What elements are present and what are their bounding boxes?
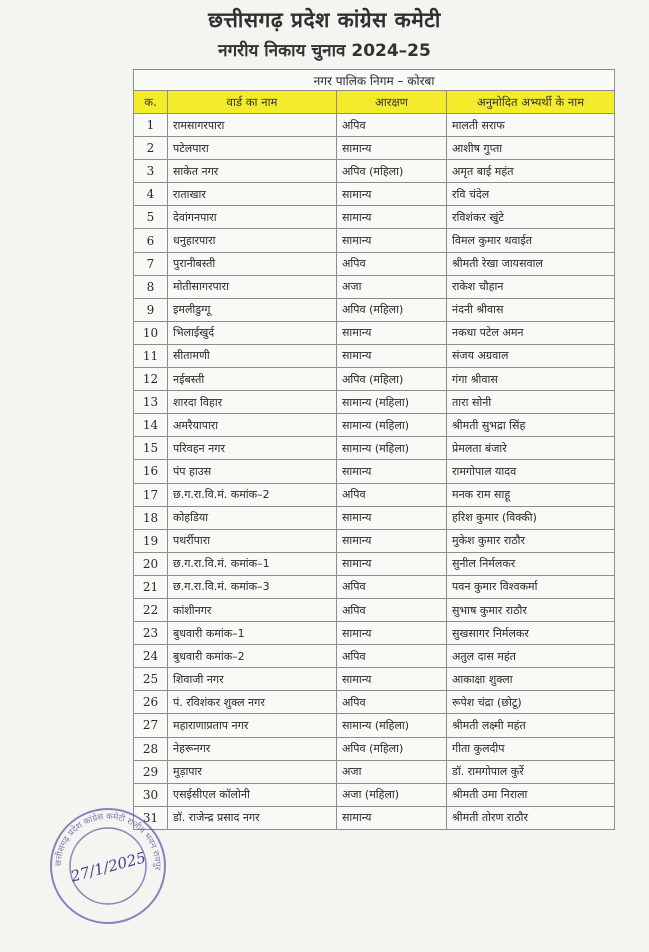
cell-number: 9 — [134, 298, 168, 321]
cell-reservation: अपिव — [337, 691, 447, 714]
cell-ward: मोतीसागरपारा — [168, 275, 337, 298]
cell-candidate: आशीष गुप्ता — [447, 137, 615, 160]
table-row — [134, 206, 615, 229]
table-row — [134, 760, 615, 783]
cell-reservation: सामान्य — [337, 806, 447, 829]
cell-ward: नेहरूनगर — [168, 737, 337, 760]
table-row — [134, 183, 615, 206]
cell-ward: डॉ. राजेन्द्र प्रसाद नगर — [168, 806, 337, 829]
table-row — [134, 368, 615, 391]
cell-ward: नईबस्ती — [168, 368, 337, 391]
cell-candidate: तारा सोनी — [447, 391, 615, 414]
cell-reservation: सामान्य — [337, 460, 447, 483]
cell-candidate: श्रीमती उमा निराला — [447, 783, 615, 806]
table-row — [134, 714, 615, 737]
cell-ward: राताखार — [168, 183, 337, 206]
cell-number: 24 — [134, 645, 168, 668]
cell-ward: शारदा विहार — [168, 391, 337, 414]
cell-ward: छ.ग.रा.वि.मं. कमांक–2 — [168, 483, 337, 506]
cell-candidate: रूपेश चंद्रा (छोटू) — [447, 691, 615, 714]
cell-reservation: अपिव (महिला) — [337, 737, 447, 760]
table-row — [134, 622, 615, 645]
cell-number: 8 — [134, 275, 168, 298]
cell-number: 14 — [134, 414, 168, 437]
table-row — [134, 275, 615, 298]
cell-candidate: अतुल दास महंत — [447, 645, 615, 668]
cell-reservation: सामान्य — [337, 321, 447, 344]
cell-number: 6 — [134, 229, 168, 252]
table-row — [134, 691, 615, 714]
table-row — [134, 460, 615, 483]
table-row — [134, 114, 615, 137]
cell-ward: शिवाजी नगर — [168, 668, 337, 691]
cell-reservation: अजा — [337, 275, 447, 298]
table-row — [134, 506, 615, 529]
cell-reservation: सामान्य (महिला) — [337, 414, 447, 437]
page-subtitle: नगरीय निकाय चुनाव 2024–25 — [218, 41, 431, 61]
cell-number: 13 — [134, 391, 168, 414]
cell-number: 22 — [134, 598, 168, 621]
cell-reservation: सामान्य — [337, 229, 447, 252]
table-row — [134, 645, 615, 668]
col-header-reservation: आरक्षण — [337, 91, 447, 114]
cell-reservation: सामान्य — [337, 668, 447, 691]
cell-candidate: श्रीमती लक्ष्मी महंत — [447, 714, 615, 737]
cell-ward: पथर्रीपारा — [168, 529, 337, 552]
table-row — [134, 437, 615, 460]
cell-ward: पुरानीबस्ती — [168, 252, 337, 275]
cell-number: 19 — [134, 529, 168, 552]
cell-ward: कोहडिया — [168, 506, 337, 529]
cell-candidate: रामगोपाल यादव — [447, 460, 615, 483]
cell-ward: महाराणाप्रताप नगर — [168, 714, 337, 737]
cell-reservation: अपिव — [337, 645, 447, 668]
stamp-date: 27/1/2025 — [68, 848, 148, 886]
cell-ward: परिवहन नगर — [168, 437, 337, 460]
table-row — [134, 575, 615, 598]
cell-reservation: सामान्य — [337, 506, 447, 529]
cell-candidate: गीता कुलदीप — [447, 737, 615, 760]
cell-ward: छ.ग.रा.वि.मं. कमांक–1 — [168, 552, 337, 575]
table-row — [134, 783, 615, 806]
cell-number: 4 — [134, 183, 168, 206]
cell-number: 12 — [134, 368, 168, 391]
cell-number: 21 — [134, 575, 168, 598]
cell-reservation: सामान्य — [337, 622, 447, 645]
stamp-ring-text: छत्तीसगढ़ प्रदेश कांग्रेस कमेटी राजीव भवन रायपुर — [53, 811, 163, 871]
cell-candidate: अमृत बाई महंत — [447, 160, 615, 183]
table-row — [134, 598, 615, 621]
cell-ward: बुधवारी कमांक–2 — [168, 645, 337, 668]
cell-reservation: अपिव — [337, 598, 447, 621]
cell-ward: पटेलपारा — [168, 137, 337, 160]
table-row — [134, 137, 615, 160]
cell-reservation: सामान्य — [337, 137, 447, 160]
cell-ward: धनुहारपारा — [168, 229, 337, 252]
cell-number: 30 — [134, 783, 168, 806]
cell-candidate: मालती सराफ — [447, 114, 615, 137]
cell-number: 23 — [134, 622, 168, 645]
cell-reservation: सामान्य — [337, 183, 447, 206]
cell-number: 16 — [134, 460, 168, 483]
cell-number: 18 — [134, 506, 168, 529]
cell-reservation: सामान्य (महिला) — [337, 714, 447, 737]
cell-number: 20 — [134, 552, 168, 575]
cell-candidate: सुभाष कुमार राठौर — [447, 598, 615, 621]
cell-ward: इमलीडुग्गू — [168, 298, 337, 321]
cell-ward: भिलाईखुर्द — [168, 321, 337, 344]
col-header-number: क. — [134, 91, 168, 114]
cell-ward: मुड़ापार — [168, 760, 337, 783]
cell-candidate: मुकेश कुमार राठौर — [447, 529, 615, 552]
cell-number: 11 — [134, 344, 168, 367]
cell-number: 28 — [134, 737, 168, 760]
cell-number: 5 — [134, 206, 168, 229]
cell-number: 25 — [134, 668, 168, 691]
col-header-ward: वार्ड का नाम — [168, 91, 337, 114]
cell-number: 29 — [134, 760, 168, 783]
cell-number: 3 — [134, 160, 168, 183]
cell-candidate: रविशंकर खुंटे — [447, 206, 615, 229]
cell-candidate: रवि चंदेल — [447, 183, 615, 206]
table-row — [134, 298, 615, 321]
cell-number: 17 — [134, 483, 168, 506]
cell-ward: पं. रविशंकर शुक्ल नगर — [168, 691, 337, 714]
cell-candidate: सुखसागर निर्मलकर — [447, 622, 615, 645]
cell-candidate: राकेश चौहान — [447, 275, 615, 298]
cell-candidate: श्रीमती रेखा जायसवाल — [447, 252, 615, 275]
cell-candidate: हरिश कुमार (विक्की) — [447, 506, 615, 529]
cell-ward: सीतामणी — [168, 344, 337, 367]
cell-candidate: श्रीमती तोरण राठौर — [447, 806, 615, 829]
cell-candidate: मनक राम साहू — [447, 483, 615, 506]
cell-reservation: सामान्य (महिला) — [337, 391, 447, 414]
cell-reservation: अपिव (महिला) — [337, 298, 447, 321]
table-row — [134, 668, 615, 691]
cell-ward: साकेत नगर — [168, 160, 337, 183]
cell-ward: रामसागरपारा — [168, 114, 337, 137]
cell-reservation: सामान्य — [337, 344, 447, 367]
cell-candidate: नंदनी श्रीवास — [447, 298, 615, 321]
cell-ward: पंप हाउस — [168, 460, 337, 483]
table-row — [134, 529, 615, 552]
cell-reservation: अपिव (महिला) — [337, 160, 447, 183]
cell-reservation: अपिव — [337, 252, 447, 275]
table-row — [134, 391, 615, 414]
cell-candidate: आकाक्षा शुक्ला — [447, 668, 615, 691]
cell-candidate: प्रेमलता बंजारे — [447, 437, 615, 460]
cell-reservation: अजा — [337, 760, 447, 783]
table-row — [134, 160, 615, 183]
cell-candidate: नकधा पटेल अमन — [447, 321, 615, 344]
cell-candidate: संजय अग्रवाल — [447, 344, 615, 367]
cell-reservation: अपिव — [337, 483, 447, 506]
table-row — [134, 344, 615, 367]
cell-ward: देवांगनपारा — [168, 206, 337, 229]
official-stamp — [48, 806, 168, 926]
col-header-candidate: अनुमोदित अभ्यर्थी के नाम — [447, 91, 615, 114]
cell-reservation: अपिव (महिला) — [337, 368, 447, 391]
page-title: छत्तीसगढ़ प्रदेश कांग्रेस कमेटी — [208, 8, 441, 32]
table-row — [134, 252, 615, 275]
cell-number: 26 — [134, 691, 168, 714]
cell-ward: एसईसीएल कॉलोनी — [168, 783, 337, 806]
table-row — [134, 806, 615, 829]
cell-candidate: डॉ. रामगोपाल कुर्रे — [447, 760, 615, 783]
cell-reservation: सामान्य — [337, 552, 447, 575]
cell-ward: छ.ग.रा.वि.मं. कमांक–3 — [168, 575, 337, 598]
cell-number: 31 — [134, 806, 168, 829]
cell-candidate: पवन कुमार विश्वकर्मा — [447, 575, 615, 598]
table-row — [134, 552, 615, 575]
cell-number: 10 — [134, 321, 168, 344]
cell-number: 1 — [134, 114, 168, 137]
cell-reservation: सामान्य — [337, 529, 447, 552]
table-row — [134, 483, 615, 506]
cell-ward: कांशीनगर — [168, 598, 337, 621]
table-row — [134, 229, 615, 252]
table-row — [134, 321, 615, 344]
cell-candidate: श्रीमती सुभद्रा सिंह — [447, 414, 615, 437]
table-row — [134, 414, 615, 437]
cell-candidate: विमल कुमार थवाईत — [447, 229, 615, 252]
cell-ward: बुधवारी कमांक–1 — [168, 622, 337, 645]
cell-number: 7 — [134, 252, 168, 275]
cell-ward: अमरैयापारा — [168, 414, 337, 437]
cell-candidate: सुनील निर्मलकर — [447, 552, 615, 575]
cell-number: 15 — [134, 437, 168, 460]
cell-reservation: अपिव — [337, 114, 447, 137]
table-row — [134, 737, 615, 760]
cell-number: 27 — [134, 714, 168, 737]
cell-reservation: अजा (महिला) — [337, 783, 447, 806]
cell-number: 2 — [134, 137, 168, 160]
cell-reservation: सामान्य (महिला) — [337, 437, 447, 460]
candidates-table — [133, 69, 615, 830]
corporation-name: नगर पालिक निगम – कोरबा — [134, 70, 615, 91]
cell-reservation: सामान्य — [337, 206, 447, 229]
cell-reservation: अपिव — [337, 575, 447, 598]
cell-candidate: गंगा श्रीवास — [447, 368, 615, 391]
